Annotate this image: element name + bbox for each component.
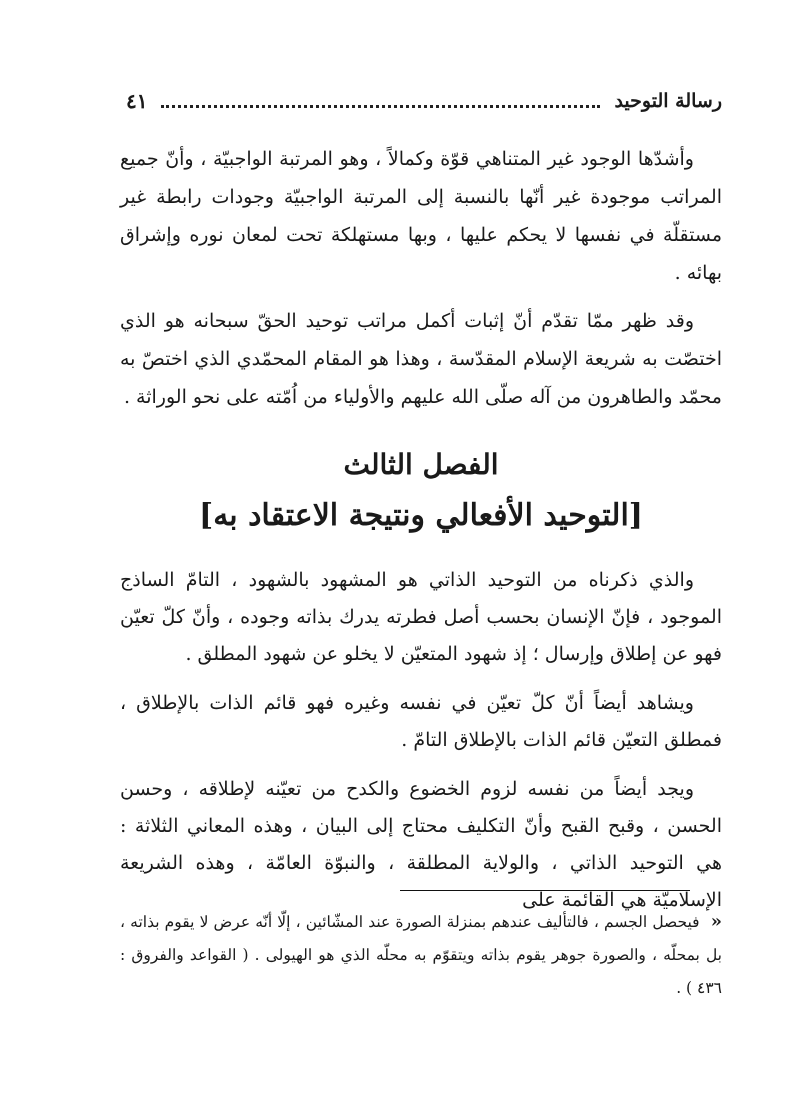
chapter-title: الفصل الثالث xyxy=(343,448,499,481)
paragraph: والذي ذكرناه من التوحيد الذاتي هو المشهود بالشهود ، التامّ الساذج الموجود ، فإنّ الإنسان بحسب أصل فطرته يدرك بذاته وجوده ، وأنّ كلّ تعيّن فهو عن إطلاق وإرسال ؛ إذ شهود المتعيّن لا يخلو عن شهود المطلق . xyxy=(120,569,722,665)
chapter-text-block xyxy=(120,562,722,919)
chapter-subtitle: [التوحيد الأفعالي ونتيجة الاعتقاد به] xyxy=(199,498,643,533)
footnote-text: فيحصل الجسم ، فالتأليف عندهم بمنزلة الصورة عند المشّائين ، إلّا أنّه عرض لا يقوم بذاته ، بل بمحلّه ، والصورة جوهر يقوم بذاته ويتقوّم به محلّه الذي هو الهيولى . ( القواعد والفروق : ٤٣٦ ) . xyxy=(120,913,722,997)
leader-dots xyxy=(161,105,600,108)
running-header xyxy=(126,86,722,116)
page-number: ٤١ xyxy=(126,89,148,113)
book-title: رسالة التوحيد xyxy=(614,90,722,112)
footnote xyxy=(120,905,722,1005)
footnote-marker: « xyxy=(710,911,722,932)
paragraph: ويشاهد أيضاً أنّ كلّ تعيّن في نفسه وغيره فهو قائم الذات بالإطلاق ، فمطلق التعيّن قائم الذات بالإطلاق التامّ . xyxy=(120,692,722,751)
paragraph: وأشدّها الوجود غير المتناهي قوّة وكمالاً ، وهو المرتبة الواجبيّة ، وأنّ جميع المراتب موجودة غير أنّها بالنسبة إلى المرتبة الواجبيّة وجودات رابطة غير مستقلّة في نفسها لا يحكم عليها ، وبها مستهلكة تحت لمعان نوره وإشراق بهائه . xyxy=(120,148,722,284)
paragraph: ويجد أيضاً من نفسه لزوم الخضوع والكدح من تعيّنه لإطلاقه ، وحسن الحسن ، وقبح القبح وأنّ التكليف محتاج إلى البيان ، وهذه المعاني الثلاثة : هي التوحيد الذاتي ، والولاية المطلقة ، والنبوّة العامّة ، وهذه الشريعة الإسلاميّة هي القائمة على xyxy=(120,778,722,911)
footnote-divider xyxy=(400,890,690,891)
paragraph: وقد ظهر ممّا تقدّم أنّ إثبات أكمل مراتب توحيد الحقّ سبحانه هو الذي اختصّت به شريعة الإسلام المقدّسة ، وهذا هو المقام المحمّدي الذي اختصّ به محمّد والطاهرون من آله صلّى الله عليهم والأولياء من اُمّته على نحو الوراثة . xyxy=(120,310,722,408)
top-text-block xyxy=(120,140,722,416)
